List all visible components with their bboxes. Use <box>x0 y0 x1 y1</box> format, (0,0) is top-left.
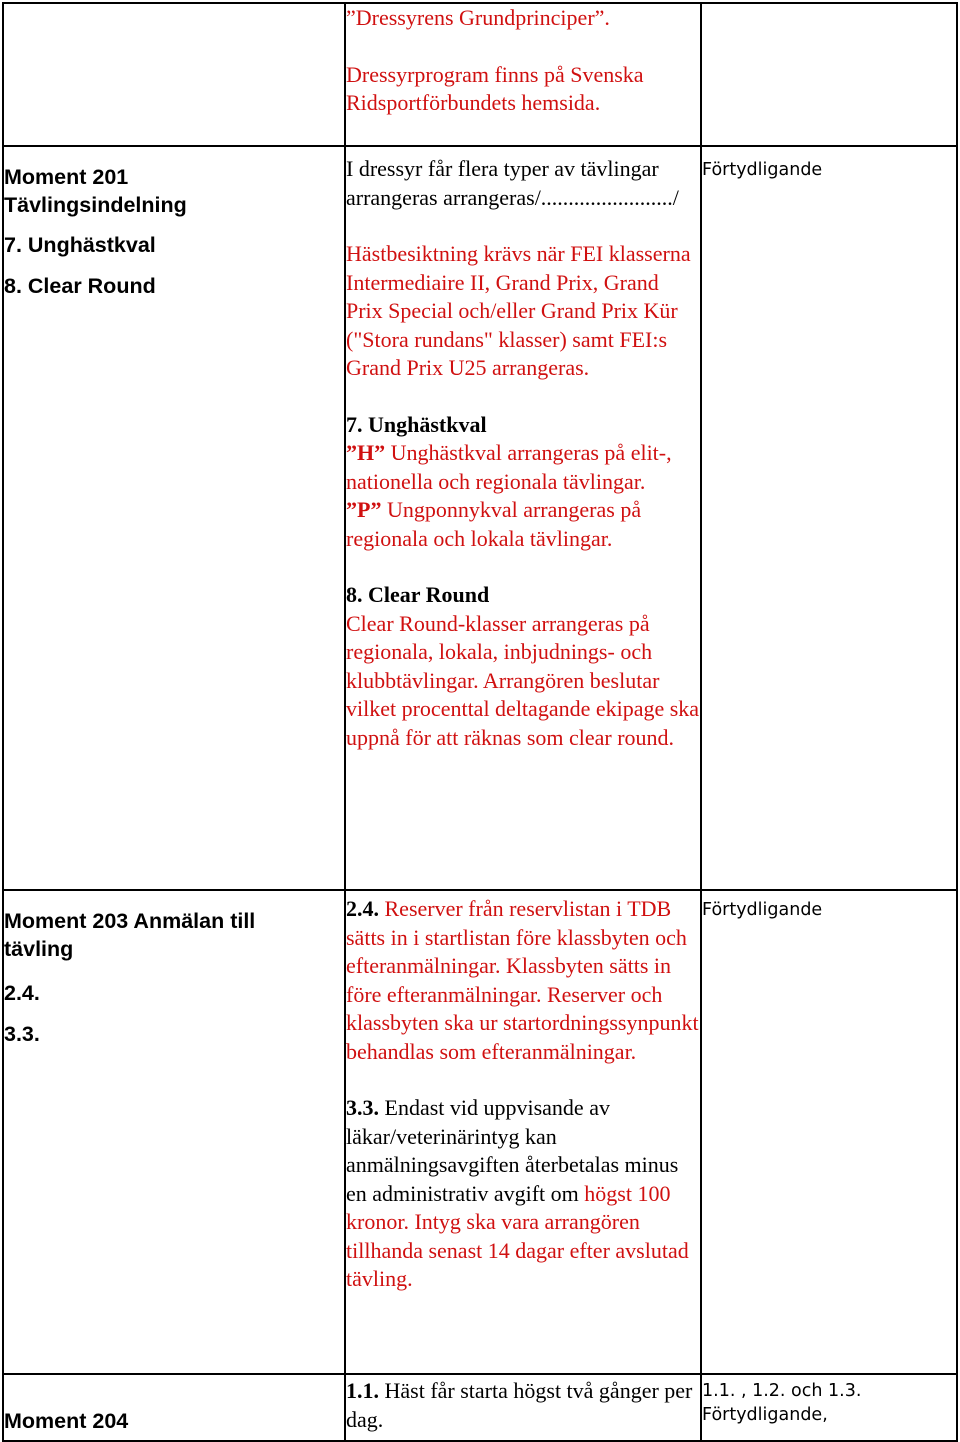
paragraph-gap <box>346 553 700 581</box>
cell-note <box>701 1374 957 1441</box>
moment-title: Moment 203 Anmälan till tävling <box>4 909 256 961</box>
paragraph-gap <box>346 33 700 61</box>
text-span: Häst får starta högst två gånger per dag. <box>346 1378 693 1432</box>
moment-item: 7. Unghästkval <box>4 233 156 257</box>
note-text: 1.1. , 1.2. och 1.3. Förtydligande, <box>702 1381 862 1425</box>
text-span: 1.1. <box>346 1378 385 1403</box>
cell-note <box>701 890 957 1374</box>
table-row <box>3 1374 957 1441</box>
paragraph-gap <box>346 383 700 411</box>
table-row <box>3 3 957 146</box>
text-span: Reserver från reservlistan i TDB sätts in i startlistan före klassbyten och efteranmälningar. Klassbyten sätts in före efteranmälningar. Reserver och klassbyten ska ur startordningssynpunkt behandlas som efteranmälningar. <box>346 896 699 1064</box>
moment-item: 2.4. <box>4 981 40 1005</box>
text-span: I dressyr får flera typer av tävlingar arrangeras arrangeras/......................../ <box>346 156 679 210</box>
text-span: Clear Round-klasser arrangeras på regionala, lokala, inbjudnings- och klubbtävlingar. Arrangören beslutar vilket procenttal deltagande ekipage ska uppnå för att räknas som clear round. <box>346 610 700 750</box>
cell-text <box>345 890 701 1374</box>
paragraph <box>346 610 700 753</box>
paragraph-gap <box>346 212 700 240</box>
cell-moment <box>3 1374 345 1441</box>
text-span: 7. Unghästkval <box>346 411 487 437</box>
text-span: 2.4. <box>346 896 385 921</box>
cell-moment <box>3 3 345 146</box>
text-span: Endast vid uppvisande av läkar/veterinärintyg kan anmälningsavgiften återbetalas minus en administrativ avgift om <box>346 1095 679 1206</box>
paragraph <box>346 61 700 118</box>
moment-item: 3.3. <box>4 1022 40 1046</box>
cell-note <box>701 146 957 890</box>
table-row <box>3 890 957 1374</box>
paragraph <box>346 496 700 553</box>
text-span: Unghästkval arrangeras på elit-, nationella och regionala tävlingar. <box>346 440 672 494</box>
note-text: Förtydligande <box>702 160 823 180</box>
paragraph <box>346 439 700 496</box>
text-span: 3.3. <box>346 1095 385 1120</box>
cell-text <box>345 146 701 890</box>
text-span: Dressyrprogram finns på Svenska Ridsportförbundets hemsida. <box>346 61 644 115</box>
text-span: högst 100 kronor. Intyg ska vara arrangören tillhanda senast 14 dagar efter avslutad tävling. <box>346 1180 689 1291</box>
paragraph <box>346 240 700 383</box>
text-span: ”H” <box>346 440 391 465</box>
paragraph <box>346 4 700 33</box>
text-span: ”P” <box>346 497 387 522</box>
cell-moment <box>3 146 345 890</box>
table-row <box>3 146 957 890</box>
text-span: 8. Clear Round <box>346 582 490 607</box>
paragraph-gap <box>346 1066 700 1094</box>
rules-table <box>2 2 958 1442</box>
cell-text <box>345 3 701 146</box>
paragraph <box>346 581 700 610</box>
text-span: Hästbesiktning krävs när FEI klasserna Intermediaire II, Grand Prix, Grand Prix Special och/eller Grand Prix Kür ("Stora rundans" klasser) samt FEI:s Grand Prix U25 arrangeras. <box>346 241 691 380</box>
moment-title: Moment 201 Tävlingsindelning <box>4 165 187 217</box>
paragraph <box>346 1094 700 1294</box>
cell-note <box>701 3 957 146</box>
moment-title: Moment 204 <box>4 1409 129 1433</box>
cell-moment <box>3 890 345 1374</box>
text-span: ”Dressyrens Grundprinciper”. <box>346 5 610 30</box>
paragraph <box>346 155 700 212</box>
text-span: Ungponnykval arrangeras på regionala och lokala tävlingar. <box>346 497 642 551</box>
note-text: Förtydligande <box>702 900 823 920</box>
paragraph <box>346 1377 700 1434</box>
paragraph <box>346 895 700 1066</box>
paragraph <box>346 411 700 440</box>
cell-text <box>345 1374 701 1441</box>
moment-item: 8. Clear Round <box>4 274 156 298</box>
